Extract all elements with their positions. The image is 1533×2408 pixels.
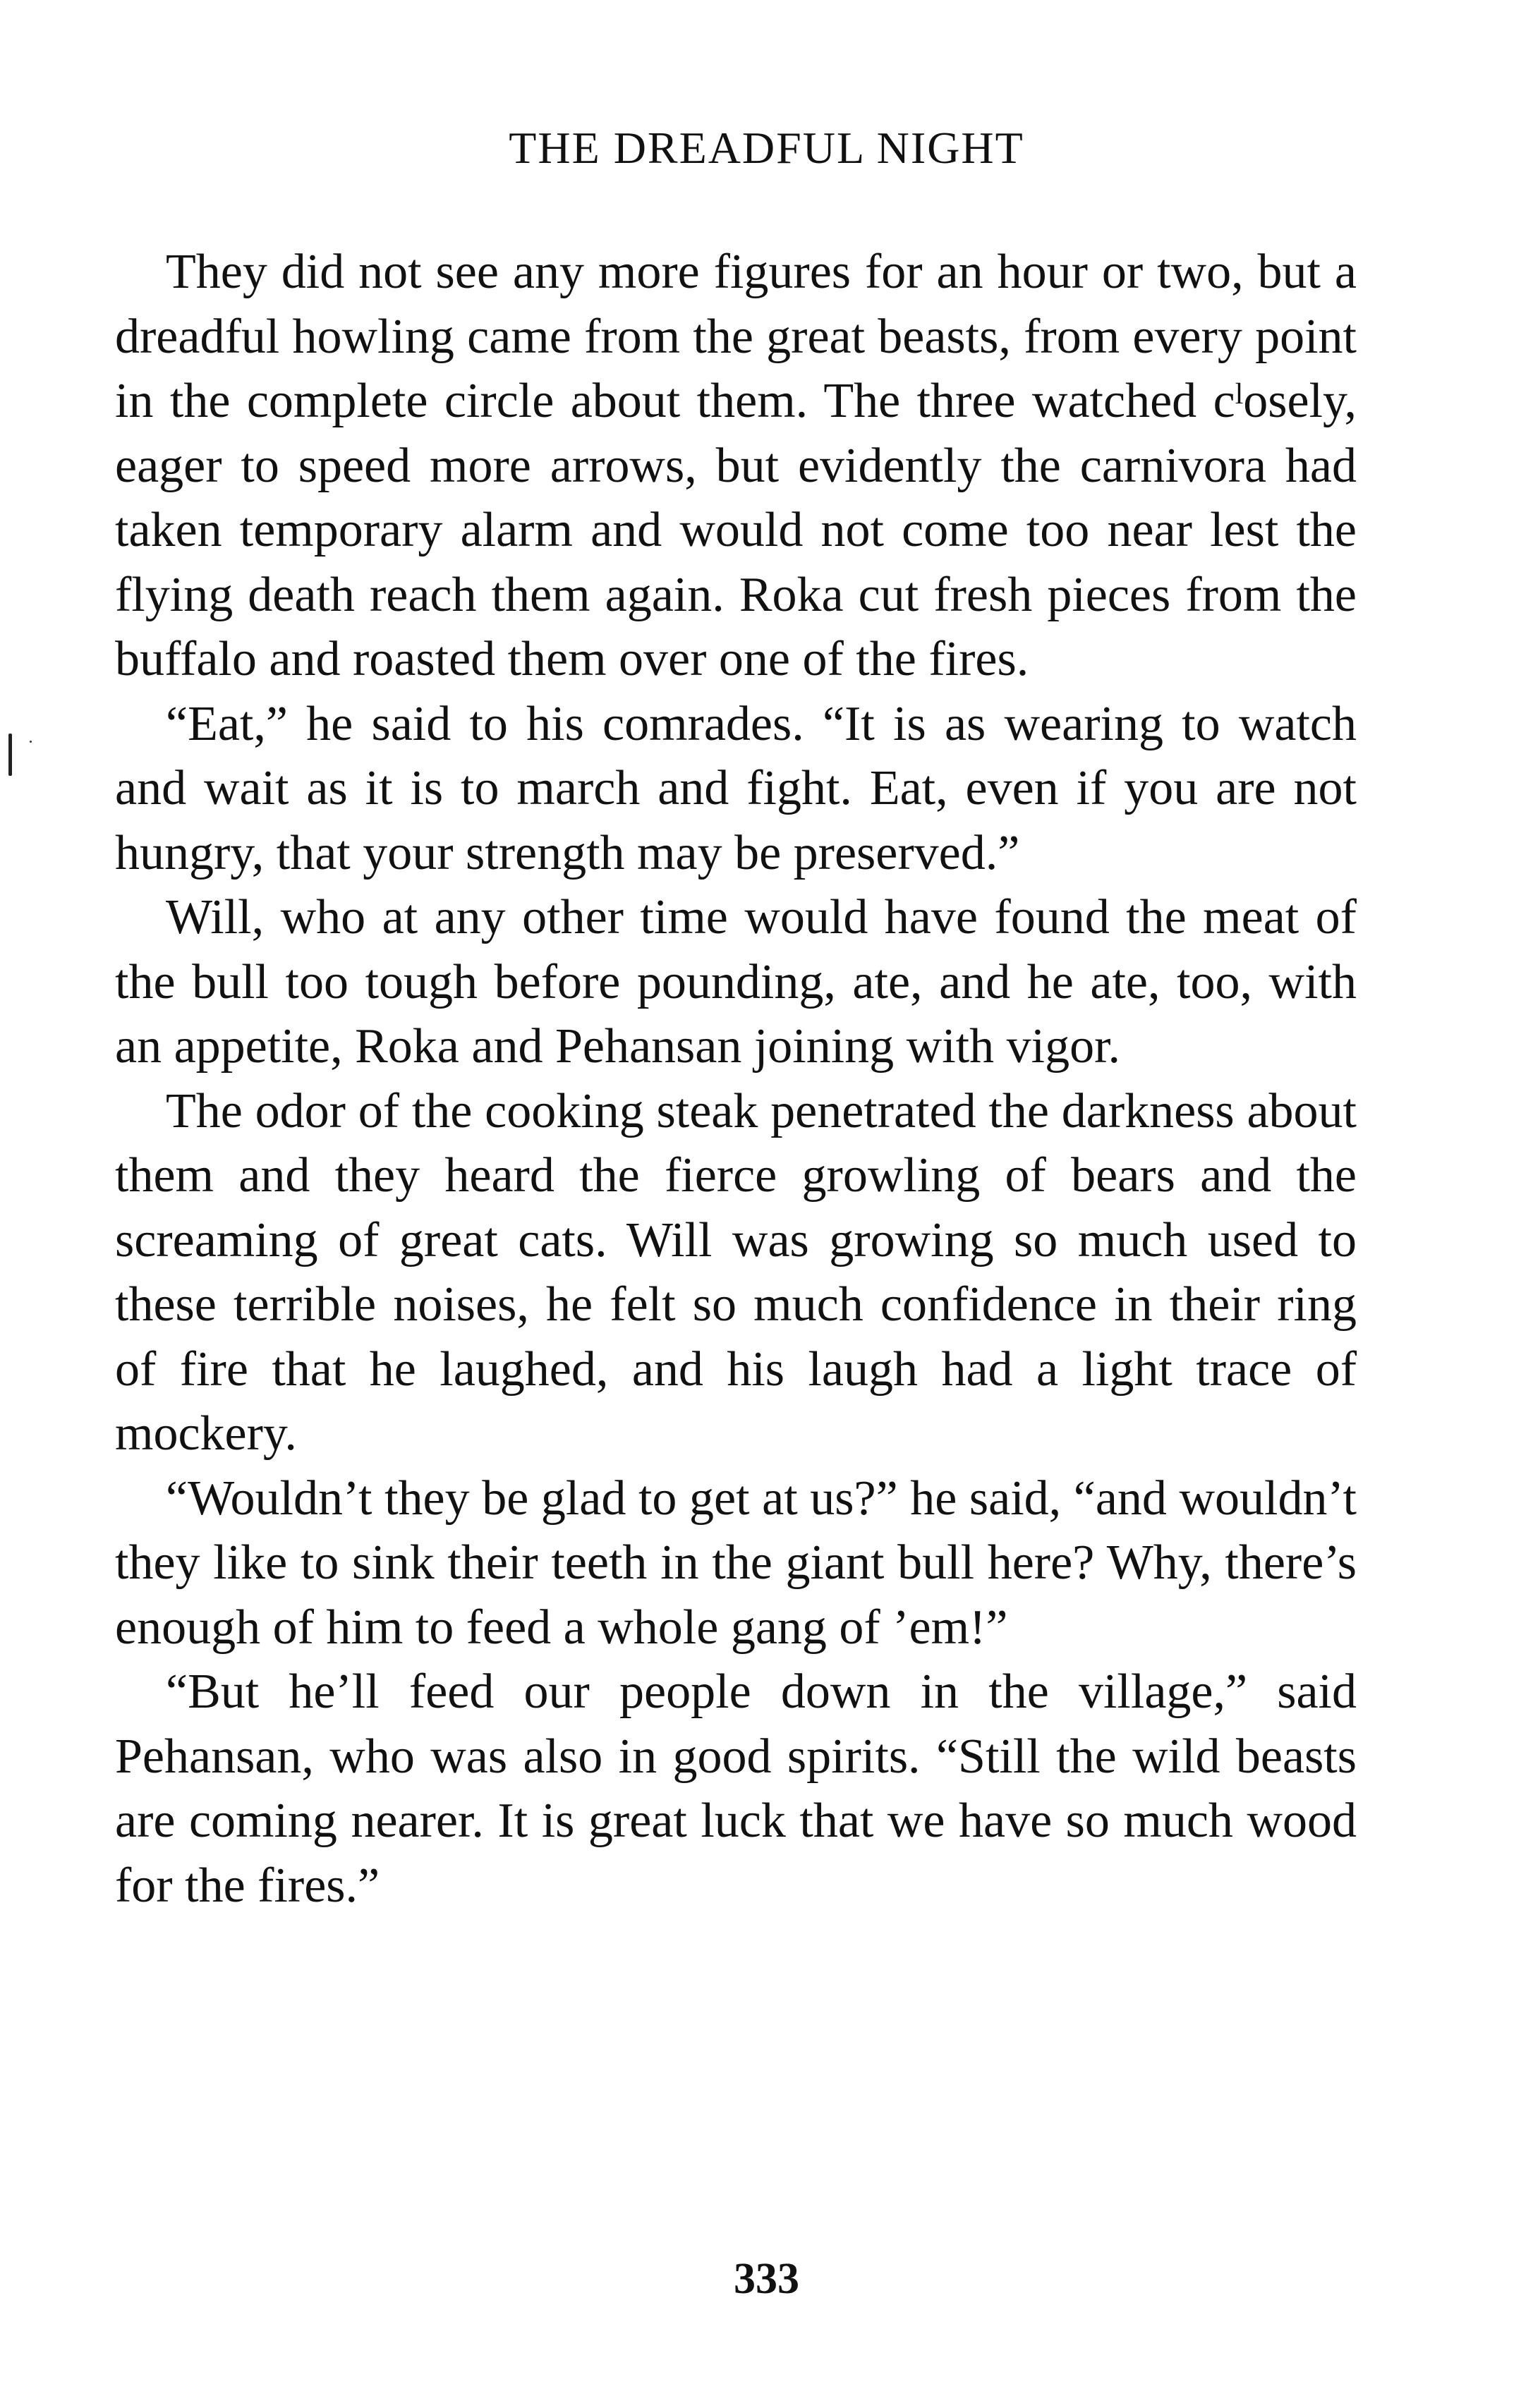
margin-speck: [8, 734, 12, 776]
paragraph: “But he’ll feed our people down in the village,” said Pehansan, who was also in good spirits. “Still the wild beasts are coming nearer. It is great luck that we have so much wood for the fires.”: [115, 1665, 1357, 1913]
running-head: THE DREADFUL NIGHT: [509, 123, 1024, 173]
margin-speck: [30, 741, 32, 743]
paragraph: “Wouldn’t they be glad to get at us?” he said, “and wouldn’t they like to sink their teeth in the giant bull here? Why, there’s enough of him to feed a whole gang of ’em!”: [115, 1471, 1357, 1655]
body-text: [115, 240, 1357, 1918]
paragraph: The odor of the cooking steak penetrated the darkness about them and they heard the fierce growling of bears and the screaming of great cats. Will was growing so much used to these terrible noises, he felt so much confidence in their ring of fire that he laughed, and his laugh had a light trace of mockery.: [115, 1083, 1357, 1461]
paragraph: “Eat,” he said to his comrades. “It is as wearing to watch and wait as it is to march and fight. Eat, even if you are not hungry, that your strength may be preserved.”: [115, 696, 1357, 880]
paragraph: They did not see any more figures for an hour or two, but a dreadful howling came from the great beasts, from every point in the complete circle about them. The three watched cˡosely, eager to speed more arrows, but evidently the carnivora had taken temporary alarm and would not come too near lest the flying death reach them again. Roka cut fresh pieces from the buffalo and roasted them over one of the fires.: [115, 245, 1357, 686]
page-number: 333: [734, 2255, 799, 2303]
paragraph: Will, who at any other time would have found the meat of the bull too tough before pounding, ate, and he ate, too, with an appetite, Roka and Pehansan joining with vigor.: [115, 890, 1357, 1074]
